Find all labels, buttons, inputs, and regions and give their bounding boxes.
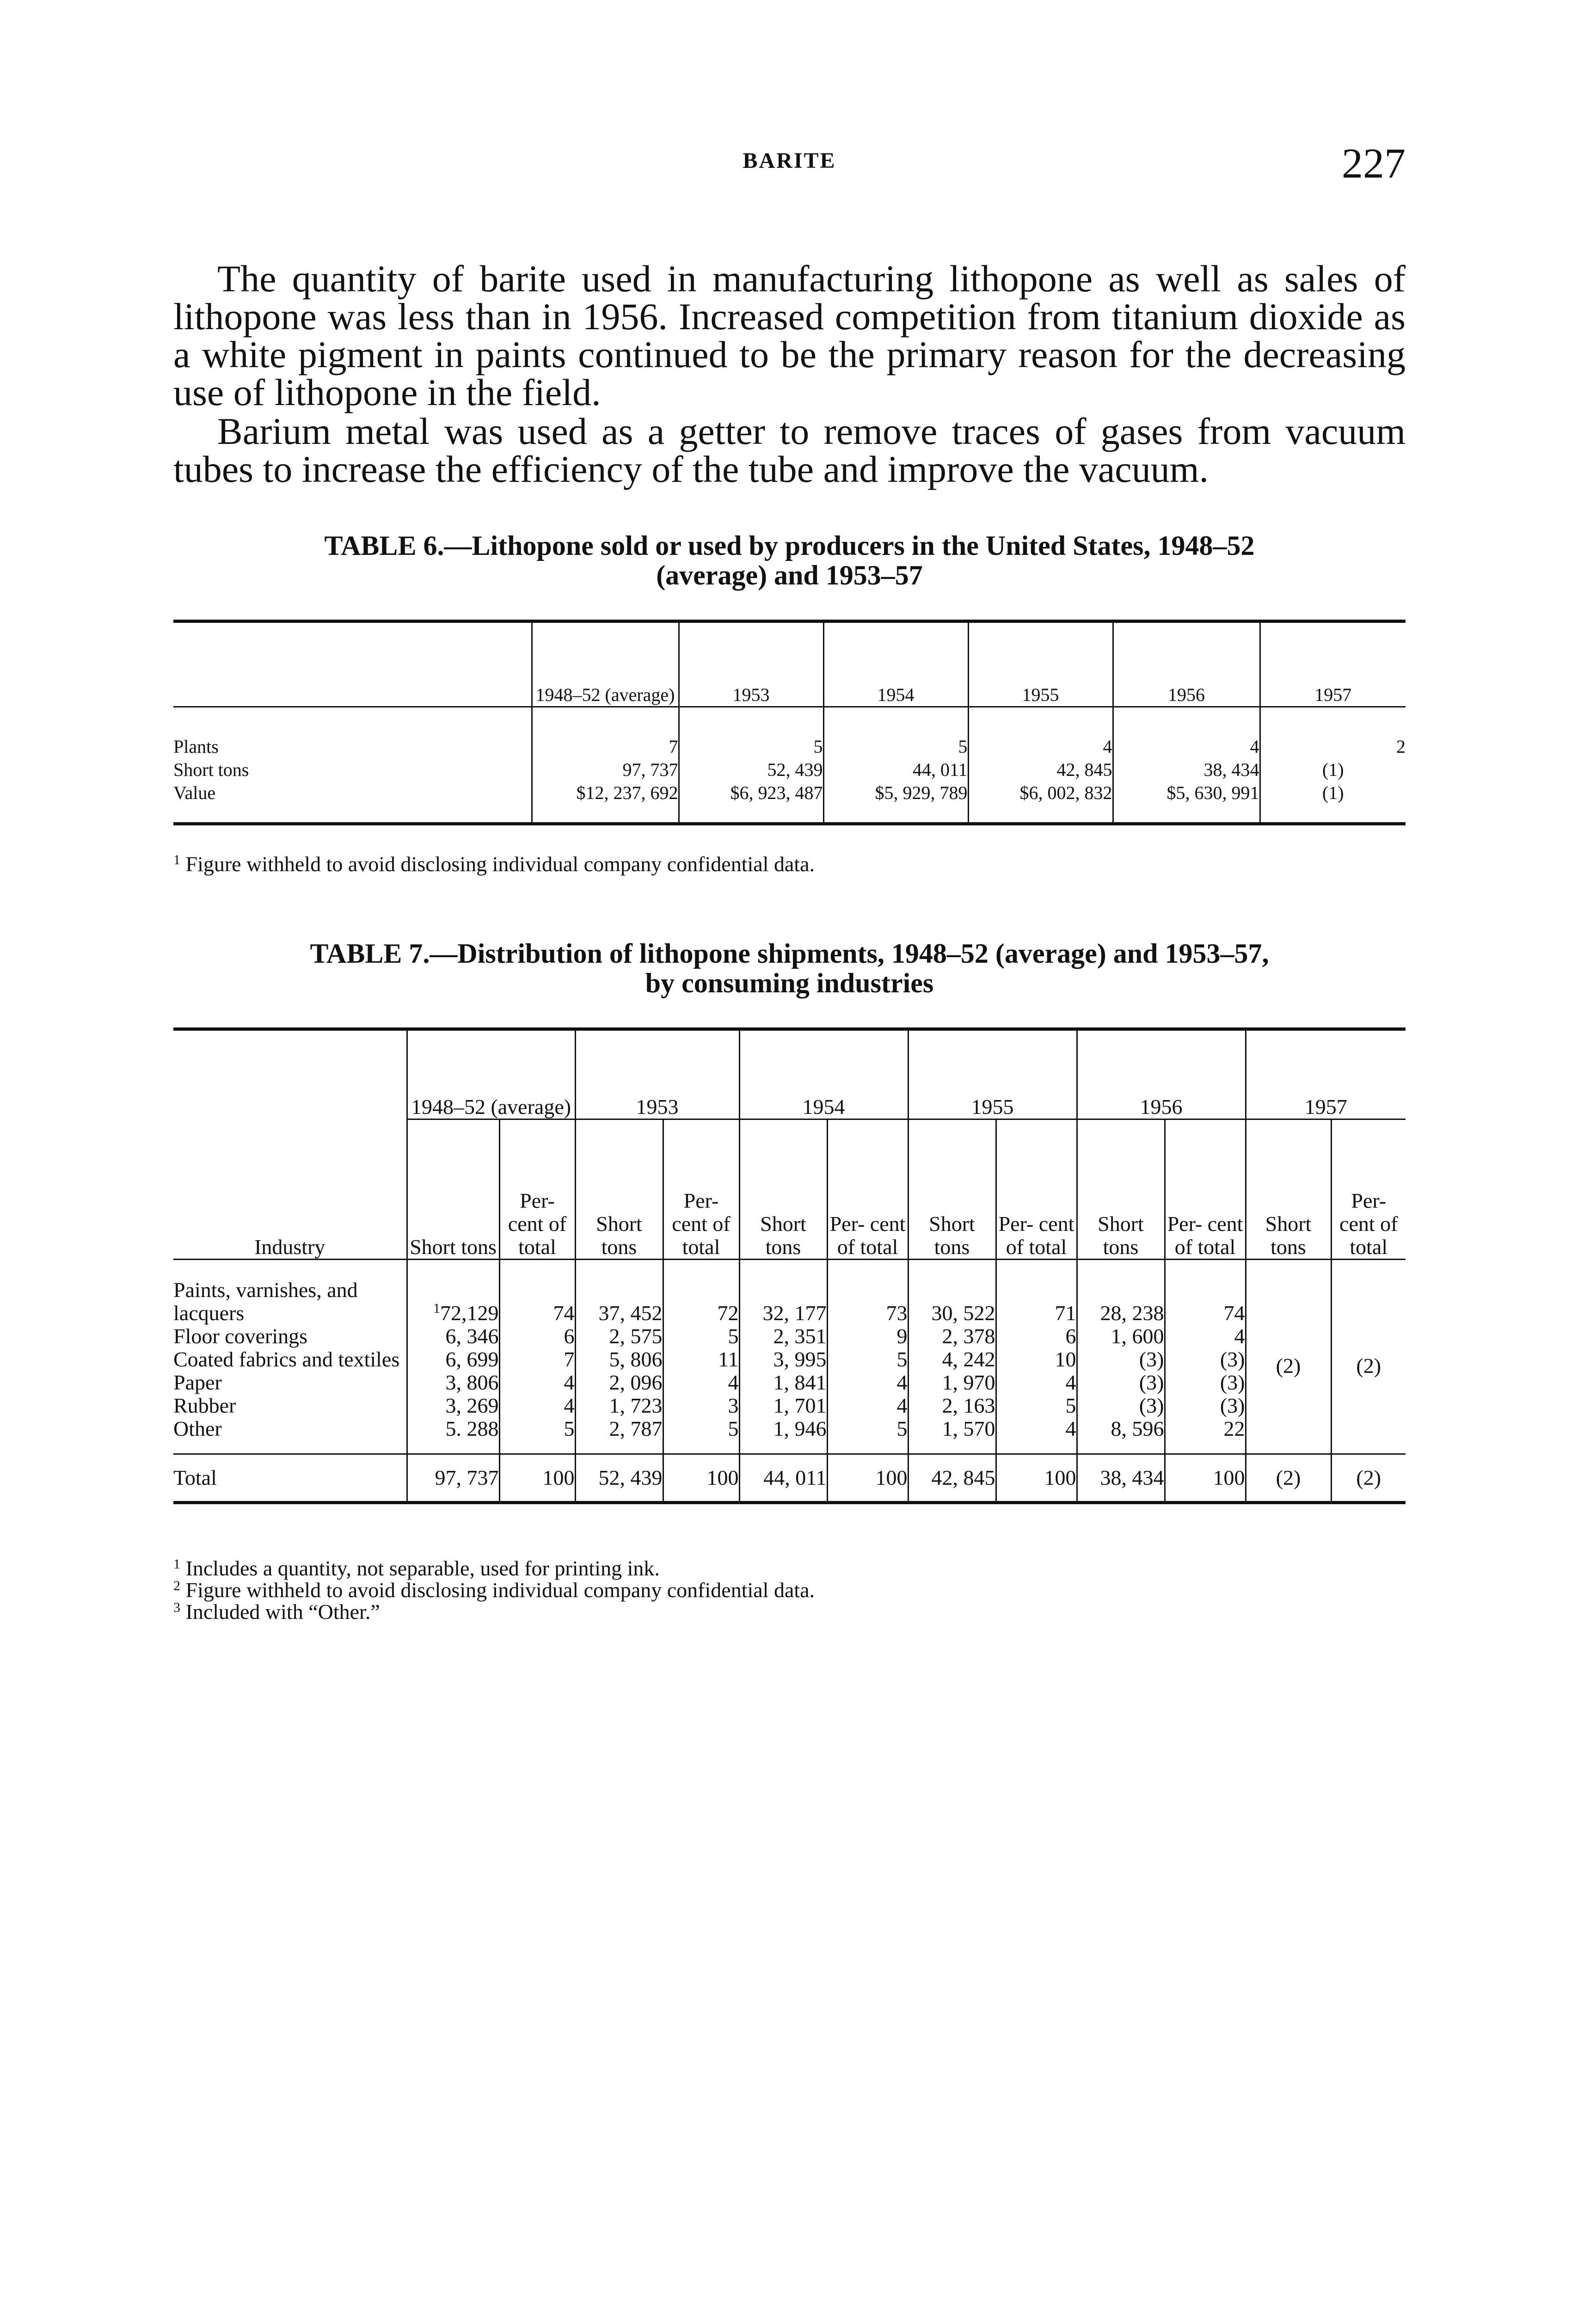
table-cell: (3) [1165, 1371, 1246, 1394]
table-cell: 74 [499, 1260, 575, 1325]
table-cell: 1, 723 [575, 1394, 663, 1417]
table-cell: (3) [1165, 1394, 1246, 1417]
footnote-text: Figure withheld to avoid disclosing individual company confidential data. [185, 852, 815, 876]
table-cell: (3) [1165, 1348, 1246, 1371]
short-tons-header: Short tons [407, 1119, 499, 1260]
percent-header: Per- cent of total [663, 1119, 739, 1260]
table-cell: (1) [1260, 758, 1406, 781]
table-cell: 1, 841 [739, 1371, 827, 1394]
table-row [173, 781, 1406, 824]
table6-col-header: 1954 [823, 621, 968, 707]
short-tons-header: Short tons [908, 1119, 996, 1260]
table-cell: 2, 351 [739, 1325, 827, 1348]
table7-year-header: 1948–52 (average) [407, 1029, 575, 1119]
table-cell: 5 [679, 707, 823, 759]
table-cell: $6, 002, 832 [968, 781, 1113, 824]
table7-caption-line2: by consuming industries [645, 968, 934, 998]
percent-header: Per- cent of total [996, 1119, 1077, 1260]
table6-col-header: 1957 [1260, 621, 1406, 707]
footnote-text: Figure withheld to avoid disclosing individual company confidential data. [185, 1578, 815, 1602]
row-label: Value [173, 782, 216, 803]
footnote-mark: 1 [173, 852, 180, 867]
table-cell: 100 [499, 1454, 575, 1503]
table-cell: 2, 575 [575, 1325, 663, 1348]
table-cell: 52, 439 [679, 758, 823, 781]
table-cell: 22 [1165, 1417, 1246, 1454]
table-cell: 11 [663, 1348, 739, 1371]
table-cell: 4 [663, 1371, 739, 1394]
percent-header: Per- cent of total [1165, 1119, 1246, 1260]
short-tons-header: Short tons [739, 1119, 827, 1260]
table-cell: $5, 630, 991 [1113, 781, 1260, 824]
table7-year-header: 1954 [739, 1029, 908, 1119]
table-cell: 4 [968, 707, 1113, 759]
table-cell: (2) [1246, 1454, 1331, 1503]
table-cell: 6 [499, 1325, 575, 1348]
table-row [173, 758, 1406, 781]
row-label: Paints, varnishes, and lacquers [173, 1278, 358, 1325]
table-cell: 2 [1260, 707, 1406, 759]
row-label: Paper [173, 1371, 222, 1394]
page-number: 227 [1342, 140, 1406, 187]
table-cell: 100 [996, 1454, 1077, 1503]
table-cell: 1, 600 [1077, 1325, 1165, 1348]
table-cell: (3) [1077, 1371, 1165, 1394]
row-label: Total [173, 1454, 407, 1503]
table6 [173, 620, 1406, 825]
table-cell: 2, 378 [908, 1325, 996, 1348]
table-cell: 6 [996, 1325, 1077, 1348]
table-cell: (3) [1077, 1348, 1165, 1371]
table-cell: 3, 269 [407, 1394, 499, 1417]
row-label: Rubber [173, 1394, 236, 1417]
table-cell: 42, 845 [968, 758, 1113, 781]
footnote-mark: 1 [173, 1556, 180, 1572]
table7-caption-line1: TABLE 7.—Distribution of lithopone shipments, 1948–52 (average) and 1953–57, [310, 938, 1269, 969]
table-cell: 38, 434 [1113, 758, 1260, 781]
table-cell: 4, 242 [908, 1348, 996, 1371]
table-cell: 3, 995 [739, 1348, 827, 1371]
table-row [173, 707, 1406, 759]
table-cell: 73 [827, 1260, 908, 1325]
table-cell: 5 [663, 1417, 739, 1454]
short-tons-header: Short tons [1246, 1119, 1331, 1260]
table-row [173, 1394, 1406, 1417]
footnote-mark: 1 [433, 1301, 440, 1316]
row-label: Plants [173, 736, 219, 757]
footnote-mark: 2 [173, 1578, 180, 1593]
table7-stub-header: Industry [173, 1029, 407, 1260]
table-cell: 5. 288 [407, 1417, 499, 1454]
table-cell: 1, 946 [739, 1417, 827, 1454]
table-cell: 4 [499, 1394, 575, 1417]
paragraph-barium-metal: Barium metal was used as a getter to remove traces of gases from vacuum tubes to increase the efficiency of the tube and improve the vacuum. [173, 410, 1406, 490]
table-cell: 5 [663, 1325, 739, 1348]
table-cell [407, 1260, 499, 1325]
table-cell: 5 [499, 1417, 575, 1454]
table-row [173, 1325, 1406, 1348]
table7 [173, 1027, 1406, 1504]
table-cell: 52, 439 [575, 1454, 663, 1503]
table-cell: 2, 096 [575, 1371, 663, 1394]
table-cell: 6, 346 [407, 1325, 499, 1348]
table6-stub-header [173, 621, 532, 707]
table-cell: 5 [823, 707, 968, 759]
table-cell: 100 [1165, 1454, 1246, 1503]
table-cell: 3 [663, 1394, 739, 1417]
table-cell: 97, 737 [407, 1454, 499, 1503]
table-cell: (2) [1331, 1454, 1406, 1503]
table6-col-header: 1956 [1113, 621, 1260, 707]
table6-caption-line1: TABLE 6.—Lithopone sold or used by producers in the United States, 1948–52 [324, 530, 1255, 561]
table7-footnote [173, 1579, 815, 1601]
row-label: Floor coverings [173, 1324, 308, 1348]
table7-year-header: 1955 [908, 1029, 1077, 1119]
table-cell: 5 [827, 1348, 908, 1371]
table-cell: 4 [996, 1371, 1077, 1394]
table-cell: 10 [996, 1348, 1077, 1371]
table-cell: 32, 177 [739, 1260, 827, 1325]
table-cell: 1, 970 [908, 1371, 996, 1394]
short-tons-header: Short tons [575, 1119, 663, 1260]
percent-header: Per- cent of total [1331, 1119, 1406, 1260]
table-cell: 6, 699 [407, 1348, 499, 1371]
table7-year-header: 1957 [1246, 1029, 1406, 1119]
table-cell: 72 [663, 1260, 739, 1325]
table-cell: 4 [1165, 1325, 1246, 1348]
table-cell: $12, 237, 692 [532, 781, 679, 824]
table6-caption [173, 531, 1406, 590]
withheld-cell: (2) [1246, 1260, 1331, 1454]
table-cell: 1, 701 [739, 1394, 827, 1417]
table-cell: 4 [996, 1417, 1077, 1454]
table-cell: 3, 806 [407, 1371, 499, 1394]
table-cell: 4 [827, 1371, 908, 1394]
table7-year-header-row [173, 1029, 1406, 1119]
running-head [173, 139, 1406, 190]
table-cell: 5 [996, 1394, 1077, 1417]
table-cell: 71 [996, 1260, 1077, 1325]
withheld-cell: (2) [1331, 1260, 1406, 1454]
table6-footnote [173, 853, 815, 875]
table6-caption-line2: (average) and 1953–57 [656, 560, 923, 590]
table-cell: $6, 923, 487 [679, 781, 823, 824]
cell-value: 72,129 [440, 1301, 499, 1325]
table-cell: 7 [532, 707, 679, 759]
table-cell: 9 [827, 1325, 908, 1348]
table-cell: 74 [1165, 1260, 1246, 1325]
paragraph-lithopone: The quantity of barite used in manufacturing lithopone as well as sales of lithopone was less than in 1956. Increased competition from titanium dioxide as a white pigment in paints continued to be the primary reason for the decreasing use of lithopone in the field. [173, 258, 1406, 413]
table-cell: 44, 011 [739, 1454, 827, 1503]
row-label: Other [173, 1417, 222, 1440]
table-cell: 100 [663, 1454, 739, 1503]
table-cell: 100 [827, 1454, 908, 1503]
table-cell: 37, 452 [575, 1260, 663, 1325]
percent-header: Per- cent of total [499, 1119, 575, 1260]
table-cell: 2, 787 [575, 1417, 663, 1454]
table7-footnote [173, 1601, 380, 1623]
row-label: Short tons [173, 759, 249, 780]
table7-footnote [173, 1557, 660, 1580]
table6-col-header: 1955 [968, 621, 1113, 707]
total-row [173, 1454, 1406, 1503]
table-cell: 4 [499, 1371, 575, 1394]
table-cell: 38, 434 [1077, 1454, 1165, 1503]
table-cell: 5 [827, 1417, 908, 1454]
footnote-mark: 3 [173, 1600, 180, 1615]
table-cell: 97, 737 [532, 758, 679, 781]
table-cell: 4 [827, 1394, 908, 1417]
footnote-text: Included with “Other.” [185, 1600, 380, 1623]
table-row [173, 1417, 1406, 1454]
table-cell: 5, 806 [575, 1348, 663, 1371]
table-cell: 8, 596 [1077, 1417, 1165, 1454]
table7-caption [173, 939, 1406, 998]
table-cell: 30, 522 [908, 1260, 996, 1325]
table-cell: 28, 238 [1077, 1260, 1165, 1325]
table-cell: 42, 845 [908, 1454, 996, 1503]
running-title: BARITE [743, 148, 836, 173]
table6-col-header: 1948–52 (average) [532, 621, 679, 707]
table-cell: (1) [1260, 781, 1406, 824]
table6-col-header: 1953 [679, 621, 823, 707]
table-cell: 44, 011 [823, 758, 968, 781]
row-label: Coated fabrics and textiles [173, 1347, 400, 1371]
table-row [173, 1348, 1406, 1371]
table6-header-row [173, 621, 1406, 707]
table-cell: 7 [499, 1348, 575, 1371]
table-row [173, 1371, 1406, 1394]
table-cell: $5, 929, 789 [823, 781, 968, 824]
table-row [173, 1260, 1406, 1325]
table-cell: 4 [1113, 707, 1260, 759]
footnote-text: Includes a quantity, not separable, used for printing ink. [185, 1556, 660, 1580]
table-cell: (3) [1077, 1394, 1165, 1417]
table-cell: 2, 163 [908, 1394, 996, 1417]
table7-year-header: 1953 [575, 1029, 739, 1119]
percent-header: Per- cent of total [827, 1119, 908, 1260]
short-tons-header: Short tons [1077, 1119, 1165, 1260]
table-cell: 1, 570 [908, 1417, 996, 1454]
table7-year-header: 1956 [1077, 1029, 1246, 1119]
